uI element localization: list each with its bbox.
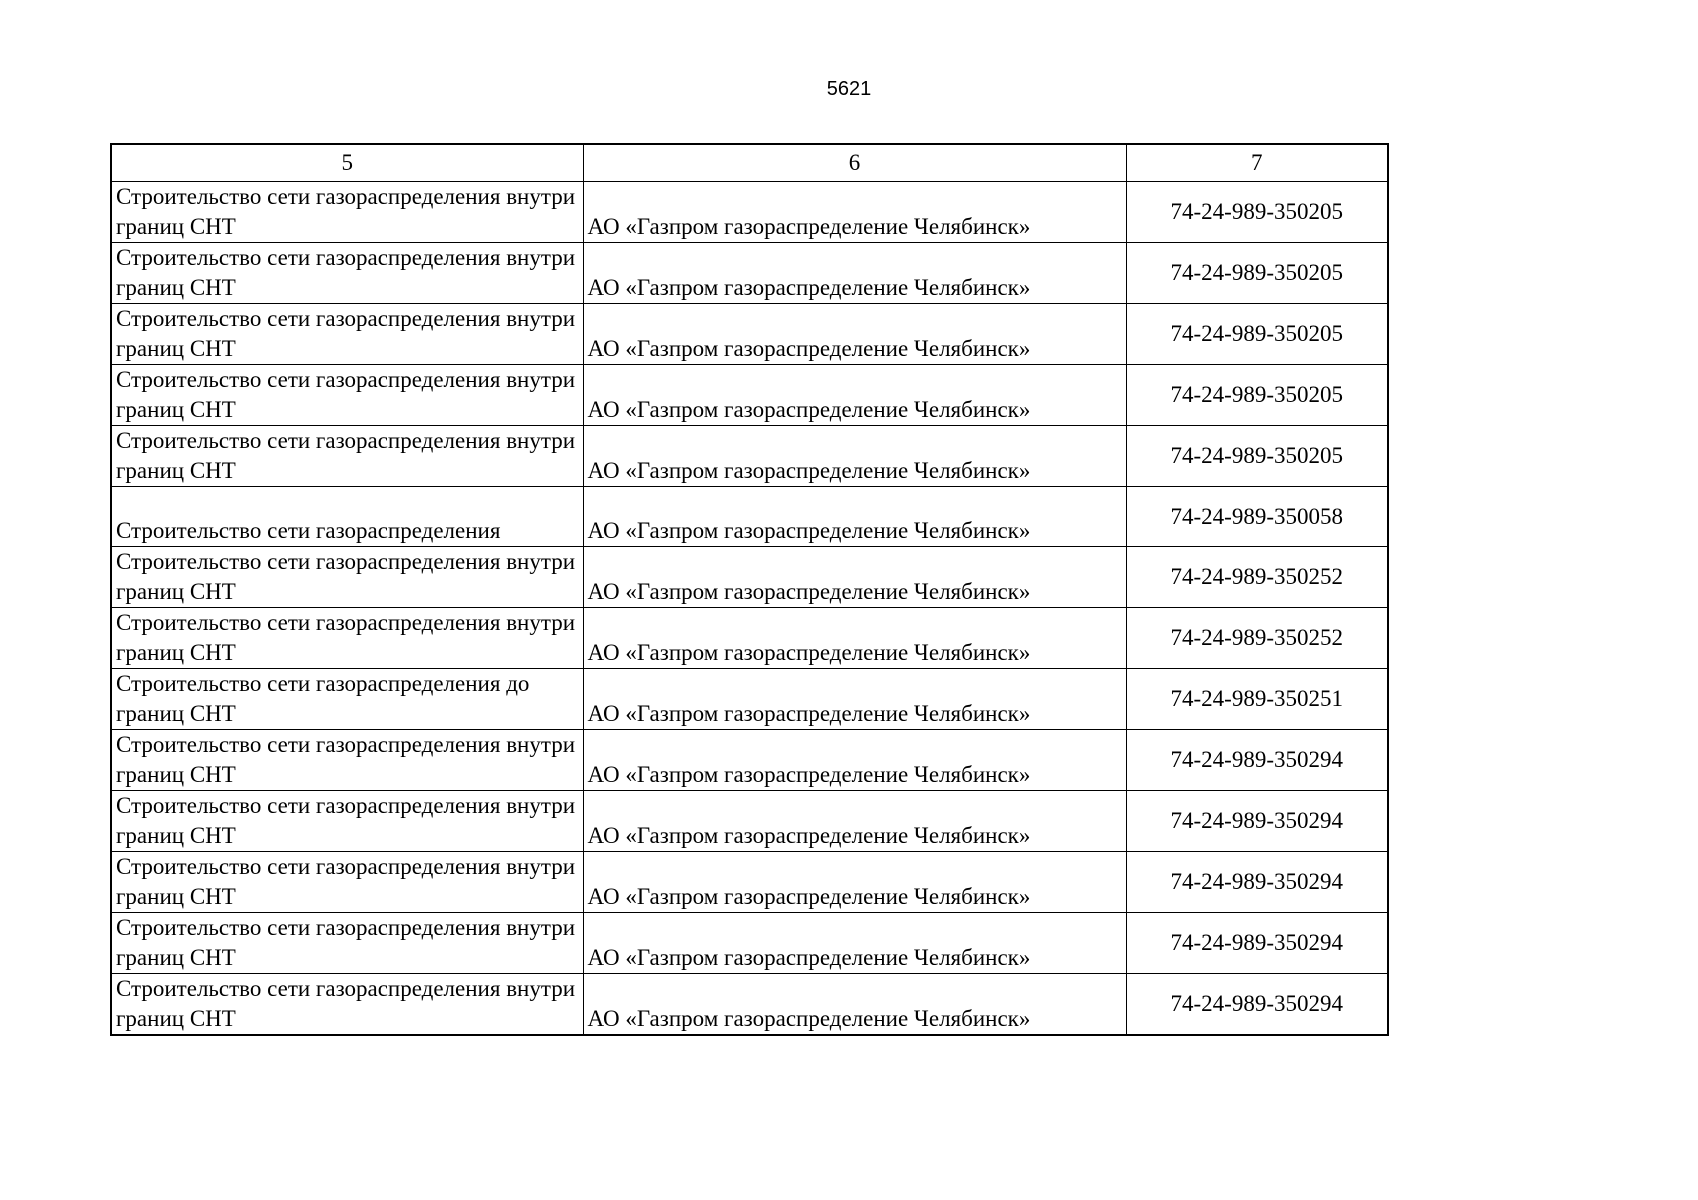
organization-cell xyxy=(583,730,1126,791)
registry-code-cell-text: 74-24-989-350205 xyxy=(1170,382,1343,407)
organization-cell-text: АО «Газпром газораспределение Челябинск» xyxy=(587,214,1031,239)
work-description-cell-text: Строительство сети газораспределения внутри границ СНТ xyxy=(116,854,576,909)
organization-cell-text: АО «Газпром газораспределение Челябинск» xyxy=(587,579,1031,604)
organization-cell xyxy=(583,304,1126,365)
table-row xyxy=(111,426,1388,487)
table-row xyxy=(111,669,1388,730)
work-description-cell-text: Строительство сети газораспределения внутри границ СНТ xyxy=(116,245,576,300)
registry-code-cell-text: 74-24-989-350294 xyxy=(1170,747,1343,772)
organization-cell-text: АО «Газпром газораспределение Челябинск» xyxy=(587,336,1031,361)
work-description-cell xyxy=(111,182,583,243)
column-header-6: 6 xyxy=(583,144,1126,182)
work-description-cell-text: Строительство сети газораспределения внутри границ СНТ xyxy=(116,549,576,604)
organization-cell-text: АО «Газпром газораспределение Челябинск» xyxy=(587,640,1031,665)
work-description-cell xyxy=(111,547,583,608)
organization-cell xyxy=(583,243,1126,304)
work-description-cell xyxy=(111,426,583,487)
organization-cell xyxy=(583,426,1126,487)
table-row xyxy=(111,243,1388,304)
work-description-cell-text: Строительство сети газораспределения внутри границ СНТ xyxy=(116,915,576,970)
registry-code-cell xyxy=(1126,913,1388,974)
organization-cell-text: АО «Газпром газораспределение Челябинск» xyxy=(587,518,1031,543)
work-description-cell-text: Строительство сети газораспределения внутри границ СНТ xyxy=(116,367,576,422)
registry-code-cell xyxy=(1126,791,1388,852)
work-description-cell xyxy=(111,913,583,974)
work-description-cell-text: Строительство сети газораспределения внутри границ СНТ xyxy=(116,793,576,848)
work-description-cell xyxy=(111,791,583,852)
registry-code-cell xyxy=(1126,487,1388,547)
registry-code-cell-text: 74-24-989-350294 xyxy=(1170,930,1343,955)
registry-code-cell xyxy=(1126,365,1388,426)
page-number: 5621 xyxy=(826,78,872,100)
work-description-cell-text: Строительство сети газораспределения внутри границ СНТ xyxy=(116,306,576,361)
registry-code-cell-text: 74-24-989-350294 xyxy=(1170,808,1343,833)
work-description-cell xyxy=(111,487,583,547)
column-header-5: 5 xyxy=(111,144,583,182)
table-row xyxy=(111,547,1388,608)
registry-code-cell-text: 74-24-989-350294 xyxy=(1170,991,1343,1016)
registry-code-cell-text: 74-24-989-350294 xyxy=(1170,869,1343,894)
organization-cell-text: АО «Газпром газораспределение Челябинск» xyxy=(587,884,1031,909)
table-body xyxy=(111,182,1388,1036)
organization-cell xyxy=(583,487,1126,547)
organization-cell xyxy=(583,791,1126,852)
work-description-cell xyxy=(111,608,583,669)
work-description-cell-text: Строительство сети газораспределения внутри границ СНТ xyxy=(116,610,576,665)
work-description-cell-text: Строительство сети газораспределения внутри границ СНТ xyxy=(116,184,576,239)
work-description-cell xyxy=(111,852,583,913)
organization-cell-text: АО «Газпром газораспределение Челябинск» xyxy=(587,701,1031,726)
table-row xyxy=(111,487,1388,547)
organization-cell xyxy=(583,547,1126,608)
registry-code-cell xyxy=(1126,852,1388,913)
work-description-cell-text: Строительство сети газораспределения внутри границ СНТ xyxy=(116,732,576,787)
organization-cell xyxy=(583,669,1126,730)
work-description-cell-text: Строительство сети газораспределения xyxy=(116,518,501,543)
organization-cell-text: АО «Газпром газораспределение Челябинск» xyxy=(587,945,1031,970)
registry-code-cell-text: 74-24-989-350058 xyxy=(1170,503,1343,529)
table-row xyxy=(111,974,1388,1036)
registry-code-cell-text: 74-24-989-350252 xyxy=(1170,564,1343,589)
registry-code-cell-text: 74-24-989-350251 xyxy=(1170,686,1343,711)
work-description-cell-text: Строительство сети газораспределения внутри границ СНТ xyxy=(116,428,576,483)
table-row xyxy=(111,304,1388,365)
work-description-cell xyxy=(111,304,583,365)
data-table xyxy=(110,143,1389,1036)
table-row xyxy=(111,365,1388,426)
registry-code-cell xyxy=(1126,182,1388,243)
registry-code-cell xyxy=(1126,608,1388,669)
registry-code-cell xyxy=(1126,243,1388,304)
organization-cell xyxy=(583,913,1126,974)
work-description-cell-text: Строительство сети газораспределения внутри границ СНТ xyxy=(116,976,576,1031)
registry-code-cell-text: 74-24-989-350205 xyxy=(1170,260,1343,285)
registry-code-cell xyxy=(1126,669,1388,730)
column-header-7: 7 xyxy=(1126,144,1388,182)
organization-cell-text: АО «Газпром газораспределение Челябинск» xyxy=(587,823,1031,848)
organization-cell xyxy=(583,852,1126,913)
table-row xyxy=(111,791,1388,852)
organization-cell-text: АО «Газпром газораспределение Челябинск» xyxy=(587,1006,1031,1031)
organization-cell xyxy=(583,365,1126,426)
registry-code-cell xyxy=(1126,730,1388,791)
table-row xyxy=(111,913,1388,974)
registry-code-cell xyxy=(1126,974,1388,1036)
organization-cell-text: АО «Газпром газораспределение Челябинск» xyxy=(587,458,1031,483)
work-description-cell xyxy=(111,243,583,304)
work-description-cell xyxy=(111,974,583,1036)
registry-code-cell-text: 74-24-989-350252 xyxy=(1170,625,1343,650)
organization-cell-text: АО «Газпром газораспределение Челябинск» xyxy=(587,762,1031,787)
organization-cell xyxy=(583,974,1126,1036)
registry-code-cell xyxy=(1126,304,1388,365)
table-row xyxy=(111,182,1388,243)
table-row xyxy=(111,730,1388,791)
table-header-row xyxy=(111,144,1388,182)
work-description-cell xyxy=(111,365,583,426)
organization-cell xyxy=(583,608,1126,669)
organization-cell-text: АО «Газпром газораспределение Челябинск» xyxy=(587,397,1031,422)
work-description-cell-text: Строительство сети газораспределения до границ СНТ xyxy=(116,671,530,726)
work-description-cell xyxy=(111,669,583,730)
registry-code-cell-text: 74-24-989-350205 xyxy=(1170,443,1343,468)
registry-code-cell-text: 74-24-989-350205 xyxy=(1170,321,1343,346)
registry-code-cell xyxy=(1126,426,1388,487)
registry-code-cell xyxy=(1126,547,1388,608)
organization-cell xyxy=(583,182,1126,243)
registry-code-cell-text: 74-24-989-350205 xyxy=(1170,199,1343,224)
table-row xyxy=(111,608,1388,669)
work-description-cell xyxy=(111,730,583,791)
table-row xyxy=(111,852,1388,913)
organization-cell-text: АО «Газпром газораспределение Челябинск» xyxy=(587,275,1031,300)
